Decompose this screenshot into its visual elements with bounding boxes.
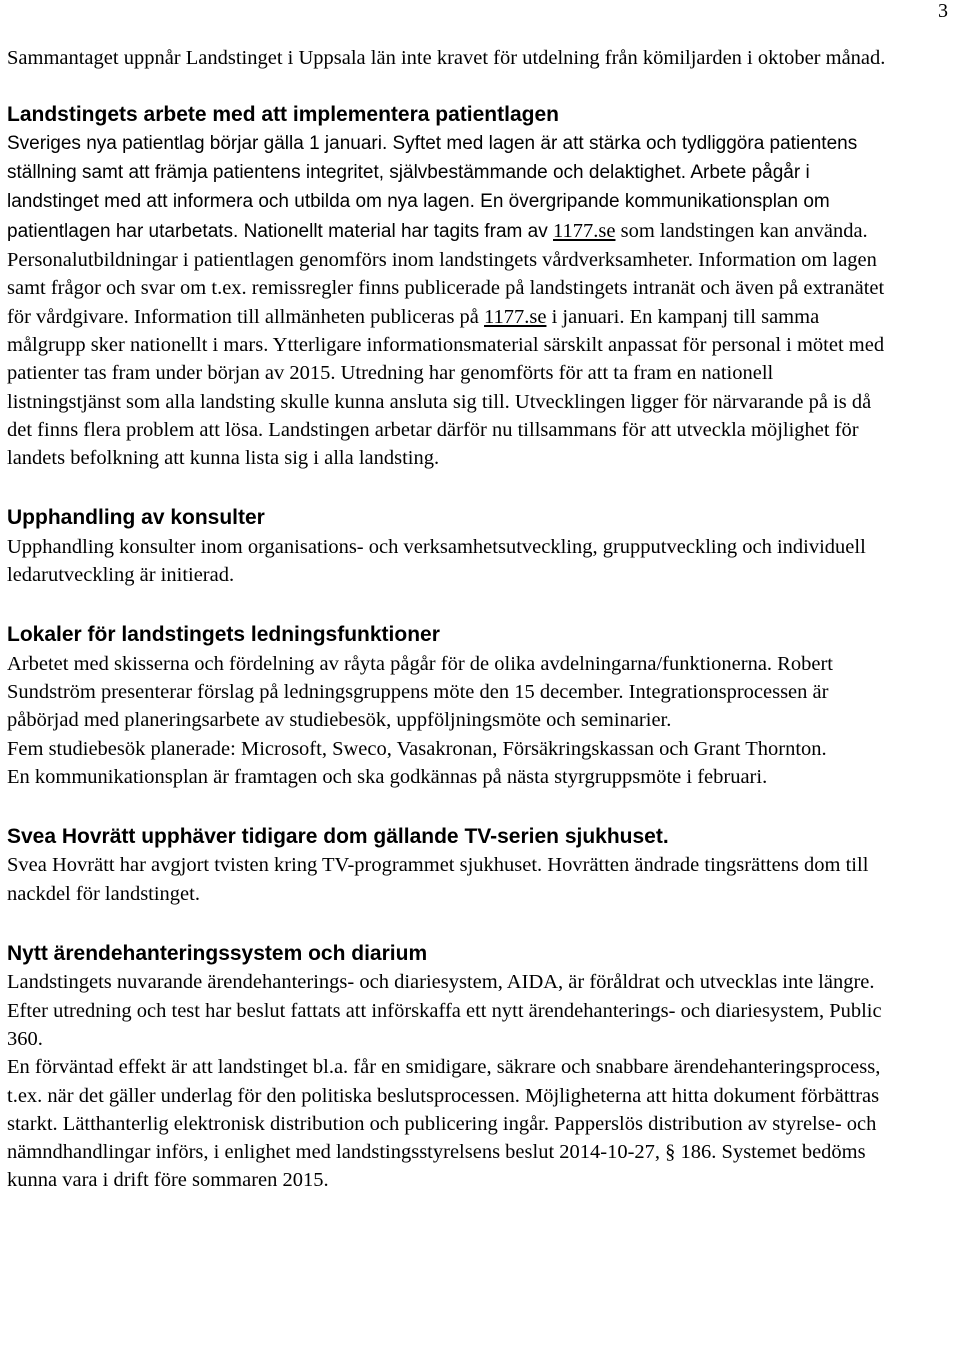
link-1177-se-second[interactable]: 1177.se	[484, 305, 547, 328]
paragraph-diarium-2: En förväntad effekt är att landstinget bl.a. får en smidigare, säkrare och snabbare ärendehanteringsprocess, t.ex. när det gäller underlag för den politiska beslutsprocessen. Möjligheterna att hitta dokument förbättras starkt. Lätthanterlig elektronisk distribution och publicering ingår. Papperslös distribution av styrelse- och nämndhandlingar införs, i enlighet med landstingsstyrelsens beslut 2014-10-27, § 186. Systemet bedöms kunna vara i drift före sommaren 2015.	[7, 1056, 881, 1192]
paragraph-lokaler-2	[7, 735, 887, 763]
paragraph-patientlagen	[7, 129, 887, 473]
section-hovratt	[7, 823, 887, 908]
lokaler-studiebesok-lead: Fem studiebesök planerade:	[7, 737, 236, 760]
paragraph-lokaler-1: Arbetet med skisserna och fördelning av råyta pågår för de olika avdelningarna/funktionerna. Robert Sundström presenterar förslag på ledningsgruppens möte den 15 december. Integrationsprocessen är påbörjad med planeringsarbete av studiebesök, uppföljningsmöte och seminarier.	[7, 652, 833, 732]
patientlagen-text-1: Sveriges nya patientlag börjar gälla 1 januari. Syftet med lagen är att stärka och tydliggöra patientens ställning samt att främja patientens integritet, självbestämmande och delaktighet. Arbete pågår i landstinget med att informera och utbilda om nya lagen. En övergripande kommunikationsplan om patientlagen har utarbetats. Nationellt material har tagits fram av	[7, 132, 858, 242]
section-lokaler	[7, 621, 887, 791]
paragraph-konsulter: Upphandling konsulter inom organisations- och verksamhetsutveckling, grupputveckling och individuell ledarutveckling är initierad.	[7, 535, 866, 587]
heading-konsulter: Upphandling av konsulter	[7, 506, 265, 530]
patientlagen-text-3: i januari. En kampanj till samma målgrupp sker nationellt i mars. Ytterligare informationsmaterial särskilt anpassat för personal i mötet med patienter tas fram under början av 2015. Utredning har genomförts för att ta fram en nationell listningstjänst som alla landsting skulle kunna ansluta sig till. Utvecklingen ligger för närvarande på is då det finns flera problem att lösa. Landstingen arbetar därför nu tillsammans för att utveckla möjlighet för landets befolkning att kunna lista sig i alla landsting.	[7, 305, 885, 470]
page-number: 3	[938, 0, 948, 22]
heading-hovratt: Svea Hovrätt upphäver tidigare dom gällande TV-serien sjukhuset.	[7, 825, 669, 849]
paragraph-diarium-1: Landstingets nuvarande ärendehanterings- och diariesystem, AIDA, är föråldrat och utvecklas inte längre. Efter utredning och test har beslut fattats att införskaffa ett nytt ärendehanterings- och diariesystem, Public 360.	[7, 971, 882, 1050]
patientlagen-text-2: som landstingen kan använda. Personalutbildningar i patientlagen genomförs inom landstingets vårdverksamheter. Information om lagen samt frågor och svar om t.ex. remissregler finns publicerade på landstingets intranät och även på extranätet för vårdgivare. Information till allmänheten publiceras på	[7, 219, 885, 328]
intro-paragraph: Sammantaget uppnår Landstinget i Uppsala län inte kravet för utdelning från kömiljarden i oktober månad.	[7, 47, 886, 69]
link-1177-se[interactable]: 1177.se	[553, 219, 616, 242]
heading-patientlagen: Landstingets arbete med att implementera patientlagen	[7, 102, 559, 126]
heading-diarium: Nytt ärendehanteringssystem och diarium	[7, 942, 428, 966]
heading-lokaler: Lokaler för landstingets ledningsfunktioner	[7, 623, 440, 647]
paragraph-hovratt: Svea Hovrätt har avgjort tvisten kring TV-programmet sjukhuset. Hovrätten ändrade tingsrättens dom till nackdel för landstinget.	[7, 854, 869, 905]
document-body	[7, 44, 887, 1195]
section-patientlagen	[7, 101, 887, 473]
paragraph-lokaler-3: En kommunikationsplan är framtagen och ska godkännas på nästa styrgruppsmöte i februari.	[7, 765, 768, 788]
section-konsulter	[7, 504, 887, 589]
section-diarium	[7, 940, 887, 1195]
lokaler-studiebesok-list: Microsoft, Sweco, Vasakronan, Försäkringskassan och Grant Thornton.	[240, 737, 827, 760]
